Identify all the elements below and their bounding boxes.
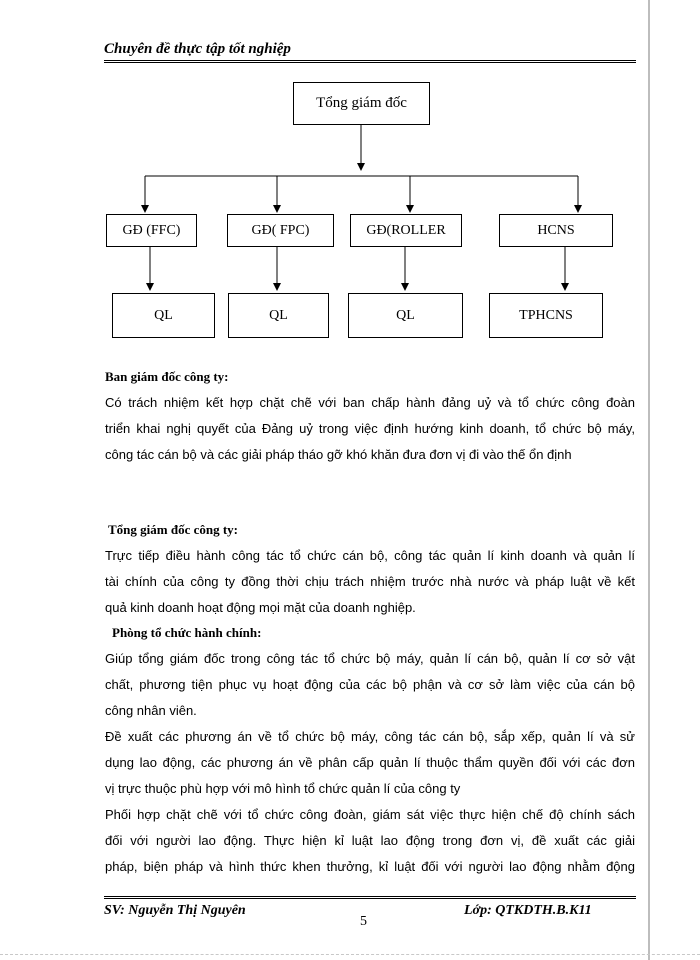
section-title-tong-giam-doc: Tổng giám đốc công ty: bbox=[108, 522, 238, 537]
org-box-hcns: HCNS bbox=[499, 214, 613, 247]
org-box-unit-tphcns: TPHCNS bbox=[489, 293, 603, 338]
paragraph-line: pháp, biện pháp và hình thức khen thưởng, kỉ luật đối với người lao động nhằm động bbox=[105, 859, 635, 874]
section-title-phong-tchc: Phòng tổ chức hành chính: bbox=[112, 625, 262, 640]
org-box-director-ffc: GĐ (FFC) bbox=[106, 214, 197, 247]
paragraph-line: công tác cán bộ và các giải pháp tháo gỡ khó khăn đưa đơn vị đi vào thế ổn định bbox=[105, 447, 572, 462]
paragraph-line: đối với người lao động. Thực hiện kỉ luật lao động trong đơn vị, đề xuất các giải bbox=[105, 833, 635, 848]
footer-student-name: SV: Nguyễn Thị Nguyên bbox=[104, 903, 246, 918]
org-box-unit-ql-1: QL bbox=[112, 293, 215, 338]
paragraph-line: chất, phương tiện phục vụ hoạt động của các bộ phận và cơ sở làm việc của cán bộ bbox=[105, 677, 635, 692]
paragraph-line: quả kinh doanh hoạt động mọi mặt của doanh nghiệp. bbox=[105, 600, 416, 615]
footer-rule bbox=[104, 896, 636, 899]
page-header-title: Chuyên đề thực tập tốt nghiệp bbox=[104, 41, 291, 57]
org-box-root: Tổng giám đốc bbox=[293, 82, 430, 125]
page-bottom-edge bbox=[0, 954, 700, 955]
org-box-director-fpc: GĐ( FPC) bbox=[227, 214, 334, 247]
paragraph-line: Có trách nhiệm kết hợp chặt chẽ với ban chấp hành đảng uỷ và tổ chức công đoàn bbox=[105, 395, 635, 410]
paragraph-line: triển khai nghị quyết của Đảng uỷ trong việc định hướng kinh doanh, tổ chức bộ máy, bbox=[105, 421, 635, 436]
paragraph-line: vị trực thuộc phù hợp với mô hình tổ chức quản lí của công ty bbox=[105, 781, 461, 796]
section-title-ban-giam-doc: Ban giám đốc công ty: bbox=[105, 369, 229, 384]
footer-class: Lớp: QTKDTH.B.K11 bbox=[464, 903, 592, 918]
paragraph-line: tài chính của công ty đồng thời chịu trách nhiệm trước nhà nước và pháp luật về kết bbox=[105, 574, 635, 589]
org-box-unit-ql-2: QL bbox=[228, 293, 329, 338]
page-number: 5 bbox=[360, 914, 367, 929]
paragraph-line: Đề xuất các phương án về tổ chức bộ máy, công tác cán bộ, sắp xếp, quản lí và sử bbox=[105, 729, 635, 744]
paragraph-line: Phối hợp chặt chẽ với tổ chức công đoàn, giám sát việc thực hiện chế độ chính sách bbox=[105, 807, 635, 822]
org-box-unit-ql-3: QL bbox=[348, 293, 463, 338]
org-box-director-roller: GĐ(ROLLER bbox=[350, 214, 462, 247]
paragraph-line: Trực tiếp điều hành công tác tổ chức cán bộ, công tác quản lí kinh doanh và quản lí bbox=[105, 548, 635, 563]
paragraph-line: dụng lao động, các phương án về phân cấp quản lí thuộc thẩm quyền đối với các đơn bbox=[105, 755, 635, 770]
paragraph-line: Giúp tổng giám đốc trong công tác tổ chức bộ máy, quản lí cán bộ, quản lí cơ sở vật bbox=[105, 651, 635, 666]
paragraph-line: công nhân viên. bbox=[105, 703, 197, 718]
